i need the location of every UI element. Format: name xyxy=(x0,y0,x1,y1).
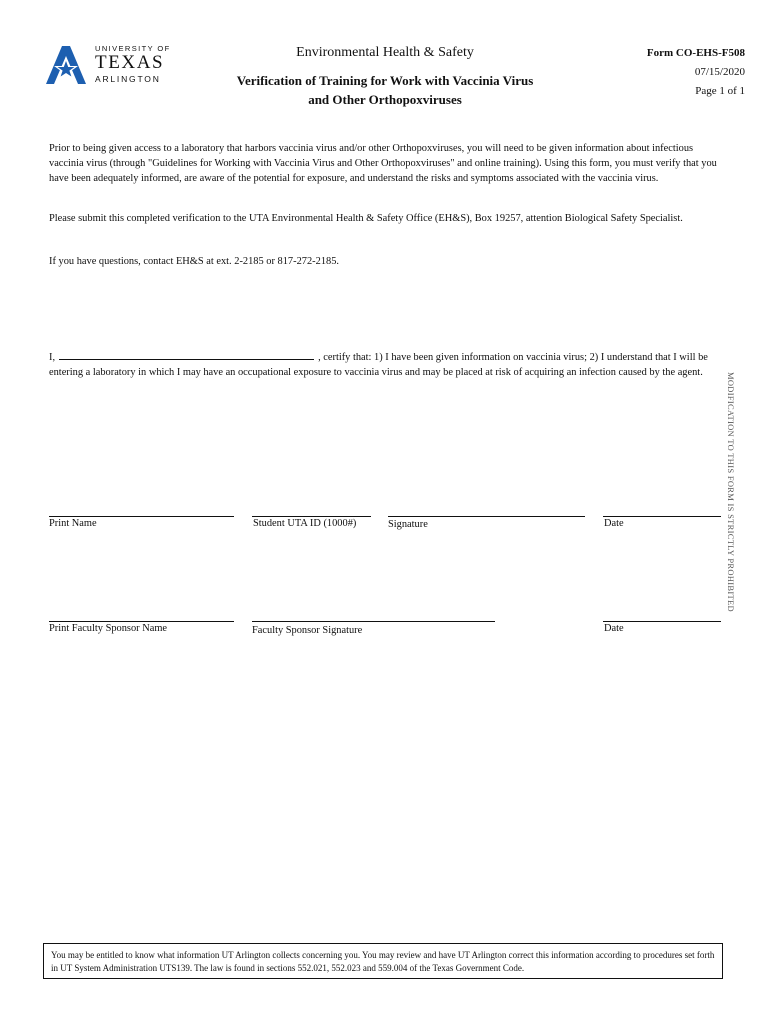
logo-line-arlington: ARLINGTON xyxy=(95,74,161,84)
student-id-line[interactable] xyxy=(252,516,371,517)
faculty-date-label: Date xyxy=(604,623,624,634)
faculty-date-line[interactable] xyxy=(603,621,721,622)
certify-prefix: I, xyxy=(49,352,56,363)
form-date: 07/15/2020 xyxy=(694,66,745,78)
contact-paragraph: If you have questions, contact EH&S at ext. 2-2185 or 817-272-2185. xyxy=(49,256,340,267)
privacy-notice-box xyxy=(43,943,723,979)
intro-paragraph: Prior to being given access to a laboratory that harbors vaccinia virus and/or other Orthopoxviruses, you will need to be given information about infectious vaccinia virus (through "Guidelines for Working with Vaccinia Virus and Other Orthopoxviruses" and online training). Using this form, you must verify that you have been adequately informed, are aware of the potential for exposure, and understand the risks and symptoms associated with the vaccinia virus. xyxy=(49,143,717,184)
name-blank-field[interactable] xyxy=(59,349,314,360)
privacy-notice-text: You may be entitled to know what information UT Arlington collects concerning you. You may review and have UT Arlington correct this information according to procedures set forth in UT System Administration UTS139. The law is found in sections 552.021, 552.023 and 559.004 of the Texas Government Code. xyxy=(51,950,715,973)
faculty-name-label: Print Faculty Sponsor Name xyxy=(49,623,168,634)
form-title-line1: Verification of Training for Work with Vaccinia Virus xyxy=(236,73,534,88)
student-id-label: Student UTA ID (1000#) xyxy=(253,518,357,529)
logo-line-texas: TEXAS xyxy=(95,52,165,73)
faculty-signature-line[interactable] xyxy=(252,621,495,622)
print-name-line[interactable] xyxy=(49,516,234,517)
certify-text: , certify that: 1) I have been given information on vaccinia virus; 2) I understand that I will be entering a laboratory in which I may have an occupational exposure to vaccinia virus and may be placed at risk of acquiring an infection caused by the agent. xyxy=(49,352,708,378)
form-title-line2: and Other Orthopoxviruses xyxy=(308,92,462,107)
certification-statement xyxy=(49,349,729,380)
modification-notice-text: MODIFICATION TO THIS FORM IS STRICTLY PROHIBITED xyxy=(726,372,736,612)
department-name: Environmental Health & Safety xyxy=(296,45,474,60)
modification-notice xyxy=(722,372,742,652)
date-line[interactable] xyxy=(603,516,721,517)
form-meta xyxy=(647,44,745,101)
page-number: Page 1 of 1 xyxy=(695,85,745,97)
faculty-name-line[interactable] xyxy=(49,621,234,622)
submit-paragraph: Please submit this completed verification to the UTA Environmental Health & Safety Office (EH&S), Box 19257, attention Biological Safety Specialist. xyxy=(49,213,683,224)
date-label: Date xyxy=(604,518,624,529)
form-number: Form CO-EHS-F508 xyxy=(646,47,745,59)
faculty-signature-label: Faculty Sponsor Signature xyxy=(252,625,363,636)
form-title xyxy=(210,71,560,109)
signature-label: Signature xyxy=(388,519,428,530)
signature-line[interactable] xyxy=(388,516,585,517)
print-name-label: Print Name xyxy=(49,518,97,529)
logo-line-university: UNIVERSITY OF xyxy=(95,44,171,53)
